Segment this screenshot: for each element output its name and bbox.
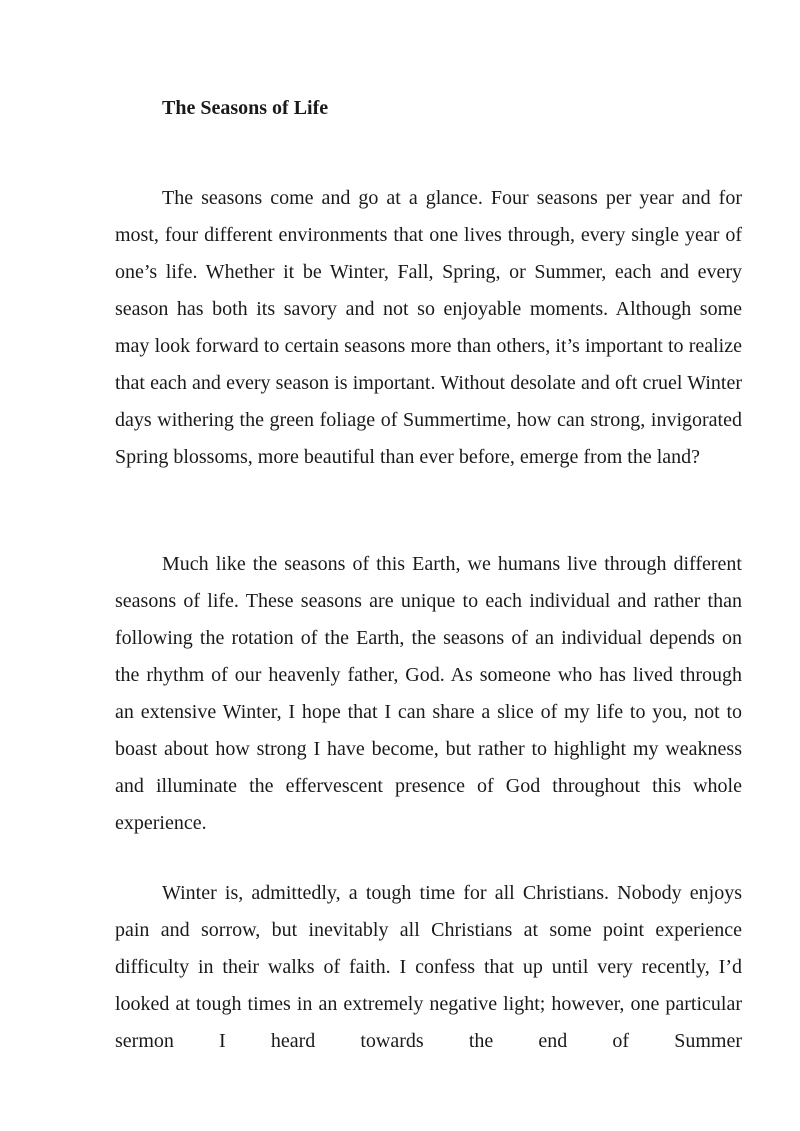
document-title: The Seasons of Life [162, 97, 329, 119]
paragraph-3: Winter is, admittedly, a tough time for all Christians. Nobody enjoys pain and sorrow, but inevitably all Christians at some point experience difficulty in their walks of faith. I confess that up until very recently, I’d looked at tough times in an extremely negative light; however, one particular sermon I heard towards the end of Summer [115, 882, 742, 1052]
paragraph-1: The seasons come and go at a glance. Four seasons per year and for most, four different environments that one lives through, every single year of one’s life. Whether it be Winter, Fall, Spring, or Summer, each and every season has both its savory and not so enjoyable moments. Although some may look forward to certain seasons more than others, it’s important to realize that each and every season is important. Without desolate and oft cruel Winter days withering the green foliage of Summertime, how can strong, invigorated Spring blossoms, more beautiful than ever before, emerge from the land? [115, 187, 742, 468]
paragraph-2: Much like the seasons of this Earth, we humans live through different seasons of life. These seasons are unique to each individual and rather than following the rotation of the Earth, the seasons of an individual depends on the rhythm of our heavenly father, God. As someone who has lived through an extensive Winter, I hope that I can share a slice of my life to you, not to boast about how strong I have become, but rather to highlight my weakness and illuminate the effervescent presence of God throughout this whole experience. [115, 553, 742, 834]
